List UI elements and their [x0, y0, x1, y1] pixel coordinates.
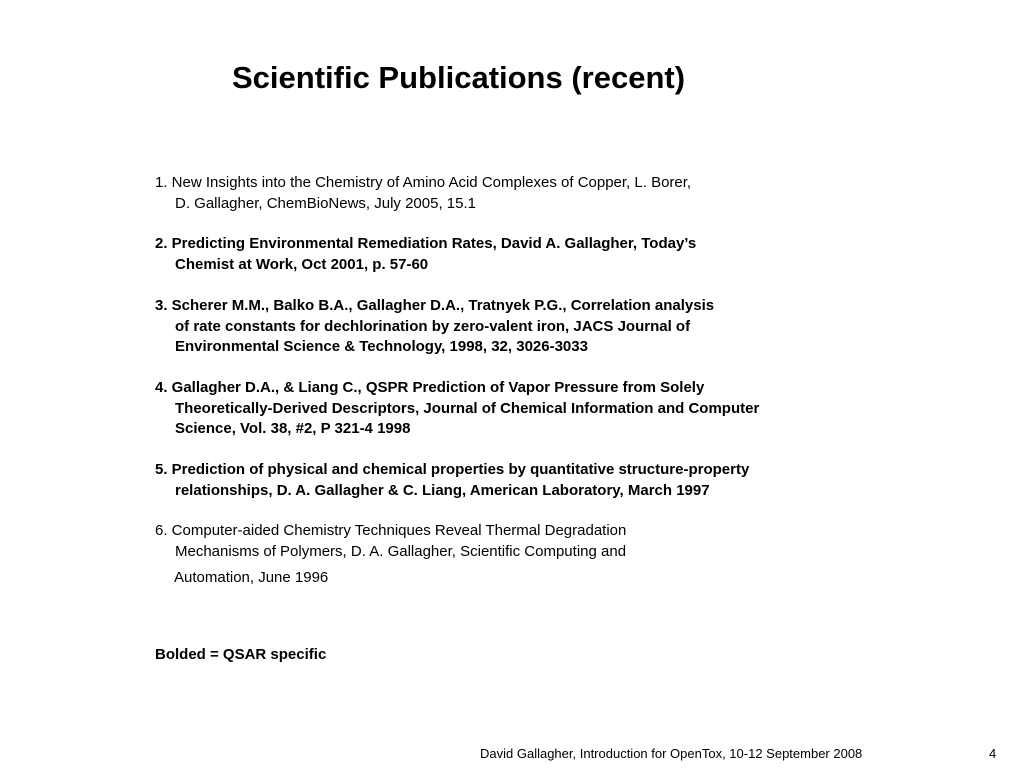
publication-2: [155, 234, 696, 275]
publication-line: of rate constants for dechlorination by zero-valent iron, JACS Journal of: [175, 317, 691, 335]
publication-line: relationships, D. A. Gallagher & C. Liang, American Laboratory, March 1997: [175, 481, 710, 499]
publication-line: 4. Gallagher D.A., & Liang C., QSPR Prediction of Vapor Pressure from Solely: [155, 379, 705, 396]
publication-line: D. Gallagher, ChemBioNews, July 2005, 15.1: [175, 194, 476, 212]
publication-line: 6. Computer-aided Chemistry Techniques Reveal Thermal Degradation: [155, 522, 627, 539]
bold-legend-note: Bolded = QSAR specific: [155, 646, 327, 663]
publication-3: [155, 296, 714, 358]
publication-line: Mechanisms of Polymers, D. A. Gallagher, Scientific Computing and: [175, 542, 627, 560]
publication-line: 5. Prediction of physical and chemical properties by quantitative structure-property: [155, 461, 750, 478]
publication-5: [155, 460, 749, 501]
footer-text: David Gallagher, Introduction for OpenTox, 10-12 September 2008: [480, 746, 863, 761]
publication-line: Chemist at Work, Oct 2001, p. 57-60: [175, 255, 429, 273]
publication-1: [155, 173, 691, 214]
publication-line: Automation, June 1996: [174, 569, 329, 586]
publication-4: [155, 378, 759, 440]
publication-line: 2. Predicting Environmental Remediation Rates, David A. Gallagher, Today’s: [155, 235, 697, 252]
slide-title: Scientific Publications (recent): [232, 60, 686, 95]
publication-line: Science, Vol. 38, #2, P 321-4 1998: [175, 420, 411, 437]
publication-line: 3. Scherer M.M., Balko B.A., Gallagher D.A., Tratnyek P.G., Correlation analysis: [155, 297, 715, 314]
publication-6: [155, 521, 626, 562]
publication-line: Theoretically-Derived Descriptors, Journal of Chemical Information and Computer: [175, 399, 760, 417]
publication-line: 1. New Insights into the Chemistry of Amino Acid Complexes of Copper, L. Borer,: [155, 174, 692, 191]
page-number: 4: [989, 746, 997, 761]
publication-line: Environmental Science & Technology, 1998, 32, 3026-3033: [175, 338, 588, 355]
